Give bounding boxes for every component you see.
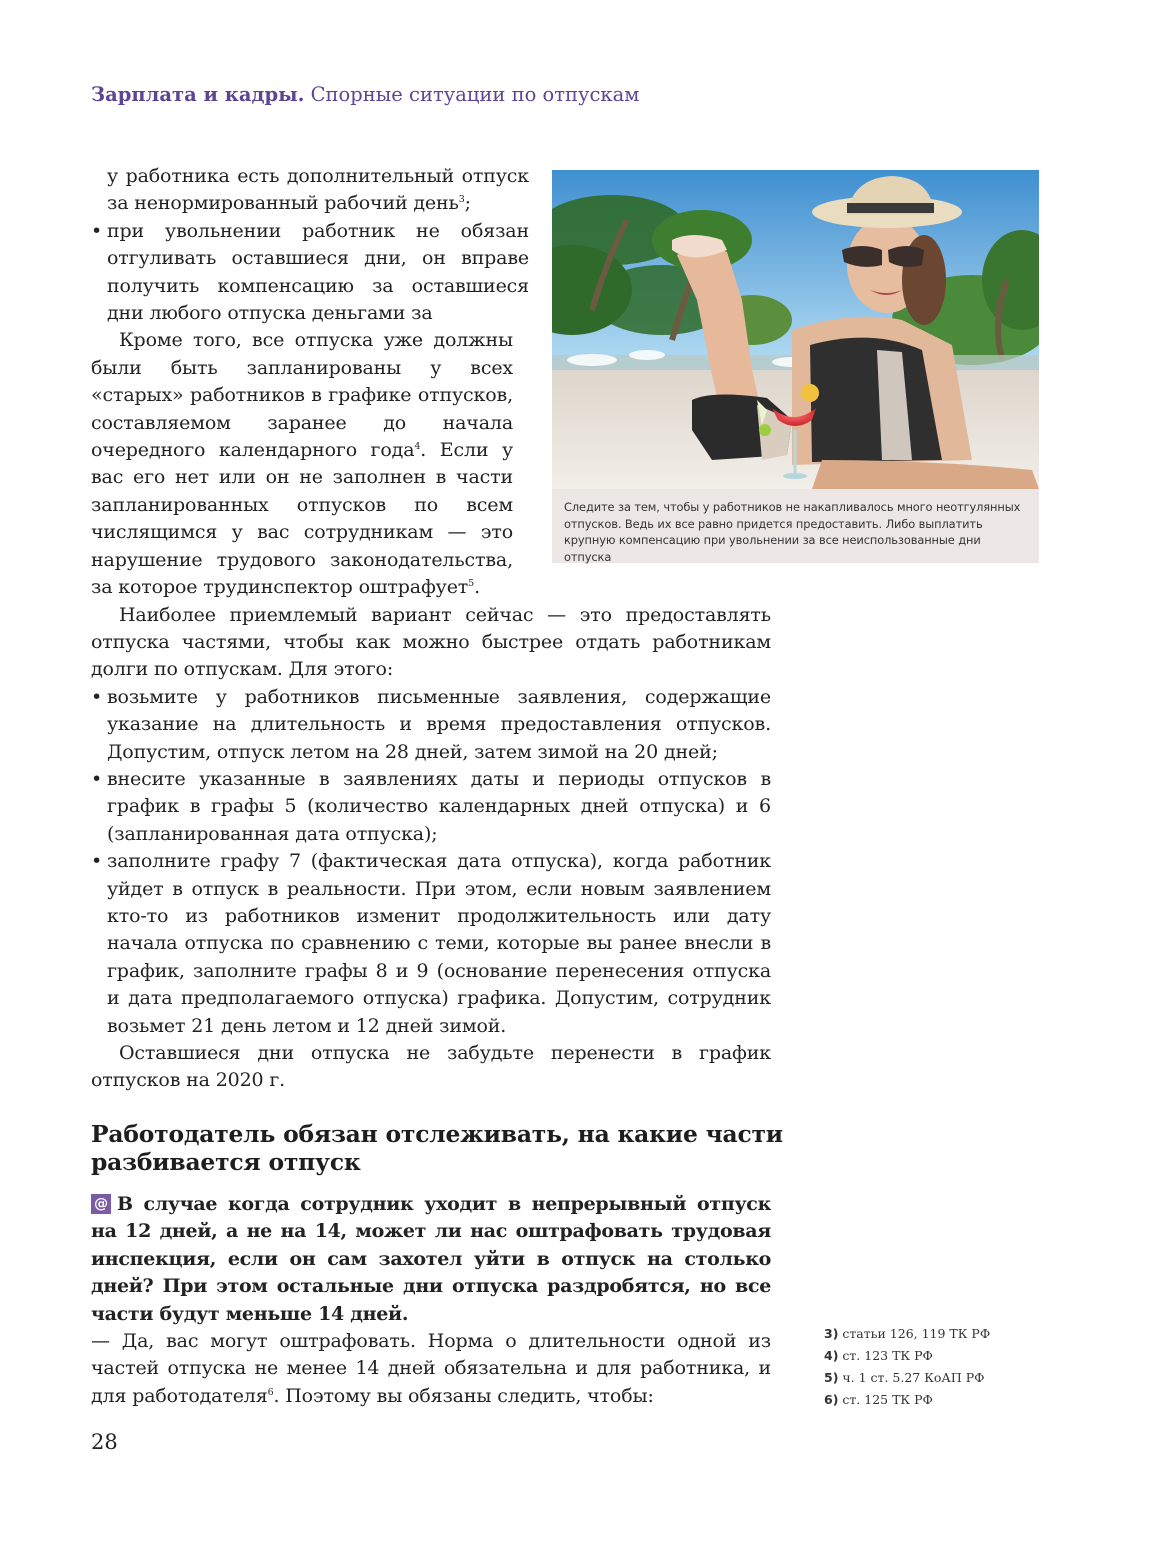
footnote-ref: 4: [414, 440, 421, 452]
footnote: 4) ст. 123 ТК РФ: [824, 1348, 933, 1363]
footnote-ref: 5: [468, 577, 475, 589]
footnote-ref: 3: [458, 194, 465, 206]
footnote: 5) ч. 1 ст. 5.27 КоАП РФ: [824, 1370, 985, 1385]
section-name: Зарплата и кадры.: [91, 83, 305, 106]
paragraph: Кроме того, все отпуска уже должны были быть запланированы у всех «старых» работников в графике отпусков, составляемом заранее до начала очередного календарного года$^4$. Если у вас его нет или он не заполнен в части запланированных отпусков по всем числящимся у вас сотрудникам — это нарушение трудового законодательства, за которое трудинспектор оштрафует$^5$.: [91, 329, 514, 599]
qa-block: [91, 1191, 771, 1410]
photo-caption: Следите за тем, чтобы у работников не накапливалось много неотгулянных отпусков. Ведь их все равно придется предоставить. Либо выплатить крупную компенсацию при увольнении за все неиспользованные дни отпуска: [552, 489, 1039, 563]
paragraph: у работника есть дополнительный отпуск за ненормированный рабочий день$^3$;: [107, 165, 529, 215]
question: @ В случае когда сотрудник уходит в непрерывный отпуск на 12 дней, а не на 14, может ли нас оштрафовать трудовая инспекция, если он сам захотел уйти в отпуск на столько дней? При этом остальные дни отпуска раздробятся, но все части будут меньше 14 дней.: [91, 1193, 771, 1325]
footnote: 6) ст. 125 ТК РФ: [824, 1392, 933, 1407]
section-heading: Работодатель обязан отслеживать, на какие части разбивается отпуск: [91, 1120, 783, 1176]
main-text-column: [91, 163, 771, 1095]
running-title: Спорные ситуации по отпускам: [310, 83, 640, 106]
paragraph: Оставшиеся дни отпуска не забудьте перенести в график отпусков на 2020 г.: [91, 1042, 771, 1092]
email-question-icon: @: [91, 1194, 111, 1214]
running-head: [91, 83, 639, 106]
bullet-item: • заполните графу 7 (фактическая дата отпуска), когда работник уйдет в отпуск в реальности. При этом, если новым заявлением кто-то из работников изменит продолжительность или дату начала отпуска по сравнению с теми, которые вы ранее внесли в график, заполните графы 8 и 9 (основание перенесения отпуска и дата предполагаемого отпуска) графика. Допустим, сотрудник возьмет 21 день летом и 12 дней зимой.: [91, 848, 771, 1040]
bullet-item: • внесите указанные в заявлениях даты и периоды отпусков в график в графы 5 (количество календарных дней отпуска) и 6 (запланированная дата отпуска);: [91, 766, 771, 848]
footnote: 3) статьи 126, 119 ТК РФ: [824, 1326, 991, 1341]
paragraph: Наиболее приемлемый вариант сейчас — это предоставлять отпуска частями, чтобы как можно быстрее отдать работникам долги по отпускам. Для этого:: [91, 603, 771, 681]
answer: — Да, вас могут оштрафовать. Норма о длительности одной из частей отпуска не менее 14 дней обязательна и для работника, и для работодателя$^6$. Поэтому вы обязаны следить, чтобы:: [91, 1330, 771, 1407]
footnote-ref: 6: [267, 1386, 274, 1398]
page-number: 28: [91, 1430, 118, 1454]
footnotes: [824, 1323, 990, 1411]
bullet-item: • возьмите у работников письменные заявления, содержащие указание на длительность и время предоставления отпусков. Допустим, отпуск летом на 28 дней, затем зимой на 20 дней;: [91, 684, 771, 766]
bullet-item: • при увольнении работник не обязан отгуливать оставшиеся дни, он вправе получить компенсацию за оставшиеся дни любого отпуска деньгами за: [91, 218, 529, 328]
